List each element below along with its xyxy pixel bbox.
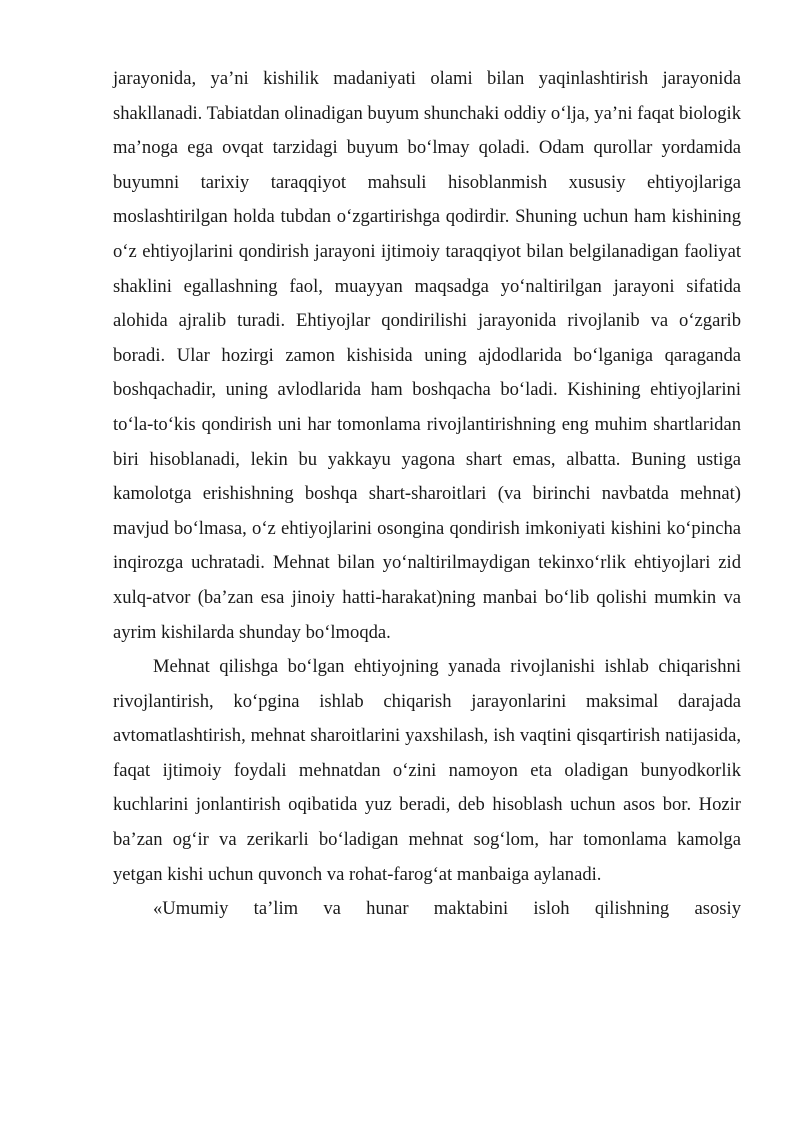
paragraph-3: «Umumiy ta’lim va hunar maktabini isloh qilishning asosiy [153,898,741,920]
document-page [113,62,741,927]
paragraph-1: jarayonida, ya’ni kishilik madaniyati olami bilan yaqinlashtirish jarayonida shakllanadi. Tabiatdan olinadigan buyum shunchaki oddiy o‘lja, ya’ni faqat biologik ma’noga ega ovqat tarzidagi buyum bo‘lmay qoladi. Odam qurollar yordamida buyumni tarixiy taraqqiyot mahsuli hisoblanmish xususiy ehtiyojlariga moslashtirilgan holda tubdan o‘zgartirishga qodirdir. Shuning uchun ham kishining o‘z ehtiyojlarini qondirish jarayoni ijtimoiy taraqqiyot bilan belgilanadigan faoliyat shaklini egallashning faol, muayyan maqsadga yo‘naltirilgan jarayoni sifatida alohida ajralib turadi. Ehtiyojlar qondirilishi jarayonida rivojlanib va o‘zgarib boradi. Ular hozirgi zamon kishisida uning ajdodlarida bo‘lganiga qaraganda boshqachadir, uning avlodlarida ham boshqacha bo‘ladi. Kishining ehtiyojlarini to‘la-to‘kis qondirish uni har tomonlama rivojlantirishning eng muhim shartlaridan biri hisoblanadi, lekin bu yakkayu yagona shart emas, albatta. Buning ustiga kamolotga erishishning boshqa shart-sharoitlari (va birinchi navbatda mehnat) mavjud bo‘lmasa, o‘z ehtiyojlarini osongina qondirish imkoniyati kishini ko‘pincha inqirozga uchratadi. Mehnat bilan yo‘naltirilmaydigan tekinxo‘rlik ehtiyojlari zid xulq-atvor (ba’zan esa jinoiy hatti-harakat)ning manbai bo‘lib qolishi mumkin va ayrim kishilarda shunday bo‘lmoqda. [113,68,741,643]
paragraph-2: Mehnat qilishga bo‘lgan ehtiyojning yanada rivojlanishi ishlab chiqarishni rivojlantirish, ko‘pgina ishlab chiqarish jarayonlarini maksimal darajada avtomatlashtirish, mehnat sharoitlarini yaxshilash, ish vaqtini qisqartirish natijasida, faqat ijtimoiy foydali mehnatdan o‘zini namoyon eta oladigan bunyodkorlik kuchlarini jonlantirish oqibatida yuz beradi, deb hisoblash uchun asos bor. Hozir ba’zan og‘ir va zerikarli bo‘ladigan mehnat sog‘lom, har tomonlama kamolga yetgan kishi uchun quvonch va rohat-farog‘at manbaiga aylanadi. [113,656,741,885]
